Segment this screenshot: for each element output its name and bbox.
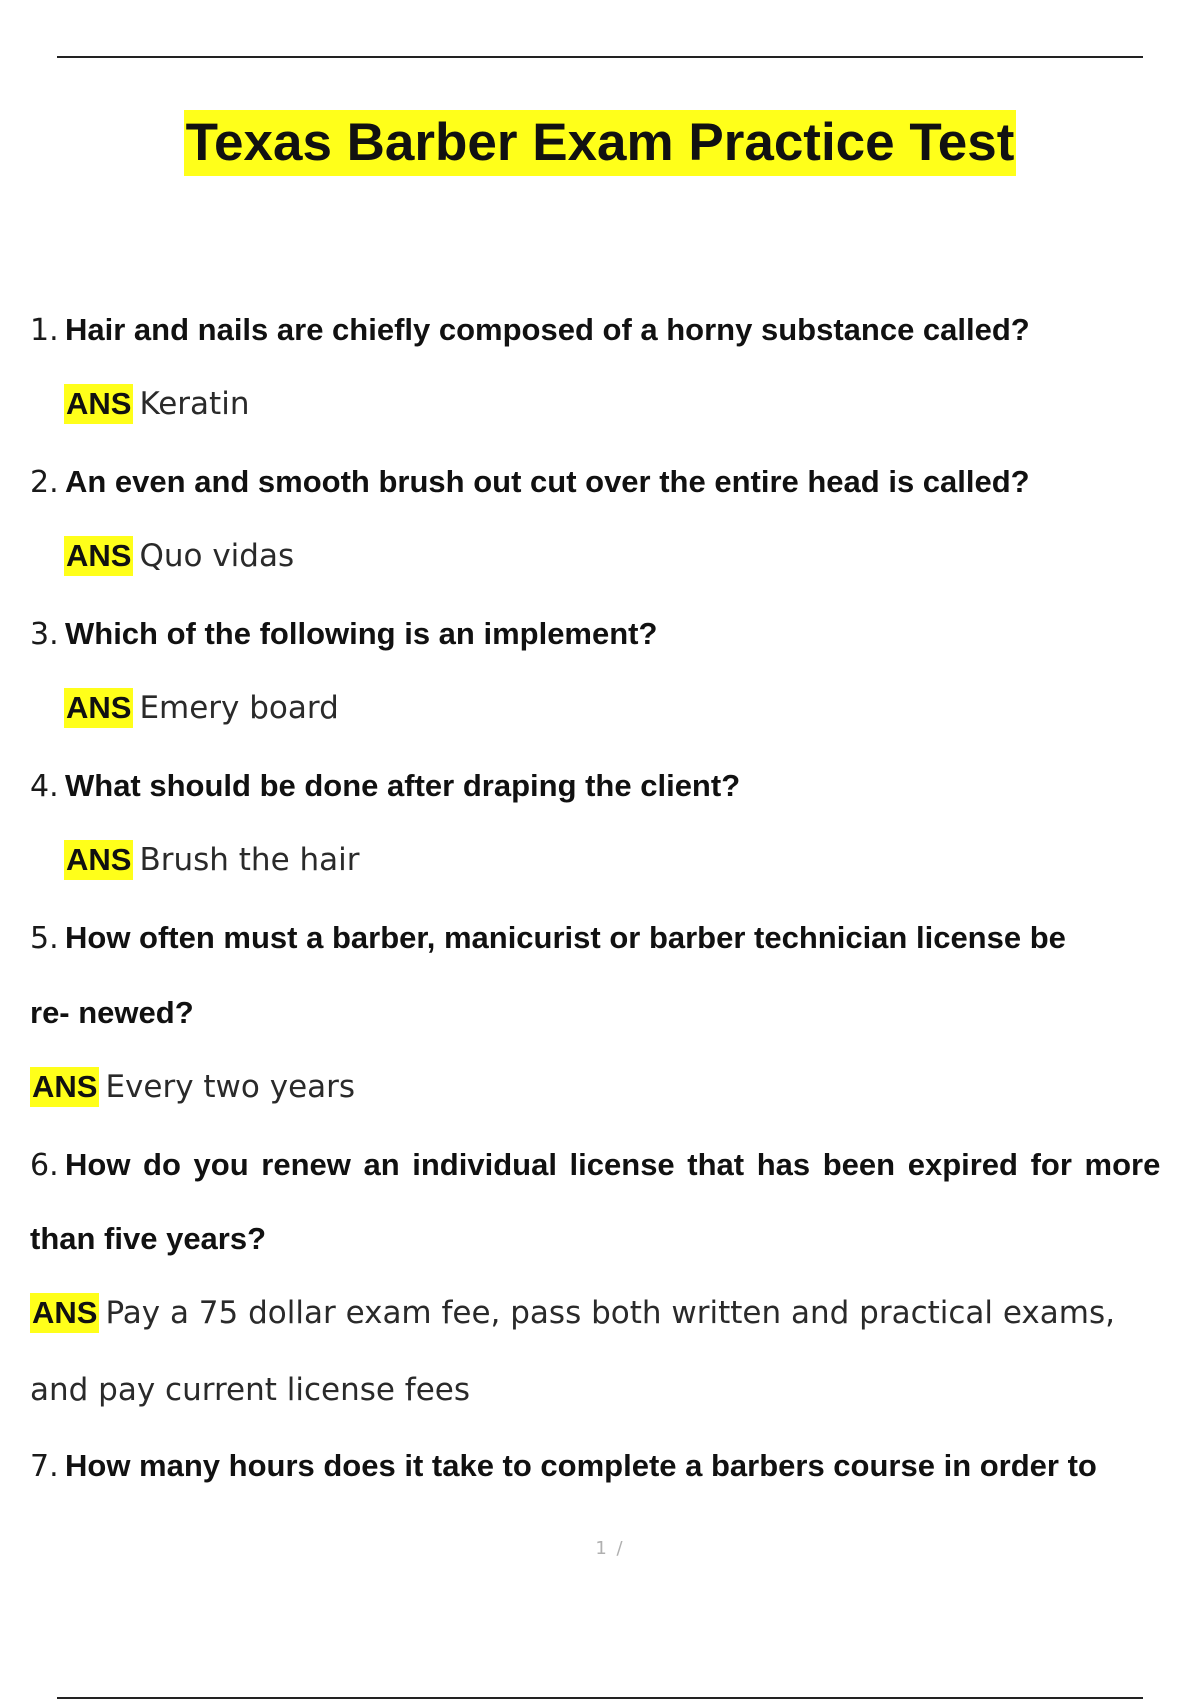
answer-tag: ANS: [64, 688, 133, 728]
question-text: How many hours does it take to complete a barbers course in order to: [65, 1448, 1097, 1483]
answer-text: Every two years: [105, 1069, 356, 1105]
bottom-divider: [57, 1697, 1143, 1699]
question-number: 4.: [30, 769, 59, 804]
page-number: 1 /: [595, 1538, 625, 1559]
question-text: Hair and nails are chiefly composed of a horny substance called?: [65, 312, 1030, 347]
answer-text: Quo vidas: [139, 538, 295, 574]
answer-1: [64, 384, 249, 424]
title-container: [0, 110, 1200, 176]
answer-tag: ANS: [30, 1293, 99, 1333]
question-number: 3.: [30, 617, 59, 652]
question-number: 7.: [30, 1449, 59, 1484]
answer-tag: ANS: [64, 840, 133, 880]
question-text: How often must a barber, manicurist or barber technician license be: [65, 920, 1066, 955]
answer-tag: ANS: [30, 1067, 99, 1107]
answer-text: Pay a 75 dollar exam fee, pass both written and practical exams,: [105, 1295, 1115, 1331]
answer-6: [30, 1293, 1115, 1333]
answer-2: [64, 536, 294, 576]
question-5-continuation: re- newed?: [30, 995, 194, 1030]
question-text: How do you renew an individual license that has been expired for more: [65, 1147, 1161, 1182]
question-text: What should be done after draping the client?: [65, 768, 741, 803]
answer-6-continuation: and pay current license fees: [30, 1372, 471, 1408]
answer-tag: ANS: [64, 384, 133, 424]
question-7: [30, 1446, 1097, 1486]
question-number: 5.: [30, 921, 59, 956]
question-4: [30, 766, 740, 806]
document-title: Texas Barber Exam Practice Test: [184, 110, 1017, 176]
answer-3: [64, 688, 339, 728]
answer-text: Brush the hair: [139, 842, 360, 878]
question-2: [30, 462, 1030, 502]
question-number: 1.: [30, 313, 59, 348]
question-5: [30, 918, 1066, 958]
question-number: 2.: [30, 465, 59, 500]
answer-5: [30, 1067, 355, 1107]
question-text: An even and smooth brush out cut over the entire head is called?: [65, 464, 1030, 499]
question-6: [30, 1145, 1200, 1185]
question-number: 6.: [30, 1148, 59, 1183]
question-1: [30, 310, 1030, 350]
question-6-continuation: than five years?: [30, 1221, 267, 1256]
answer-tag: ANS: [64, 536, 133, 576]
question-3: [30, 614, 657, 654]
answer-text: Emery board: [139, 690, 339, 726]
answer-4: [64, 840, 360, 880]
question-text: Which of the following is an implement?: [65, 616, 658, 651]
answer-text: Keratin: [139, 386, 250, 422]
top-divider: [57, 56, 1143, 58]
